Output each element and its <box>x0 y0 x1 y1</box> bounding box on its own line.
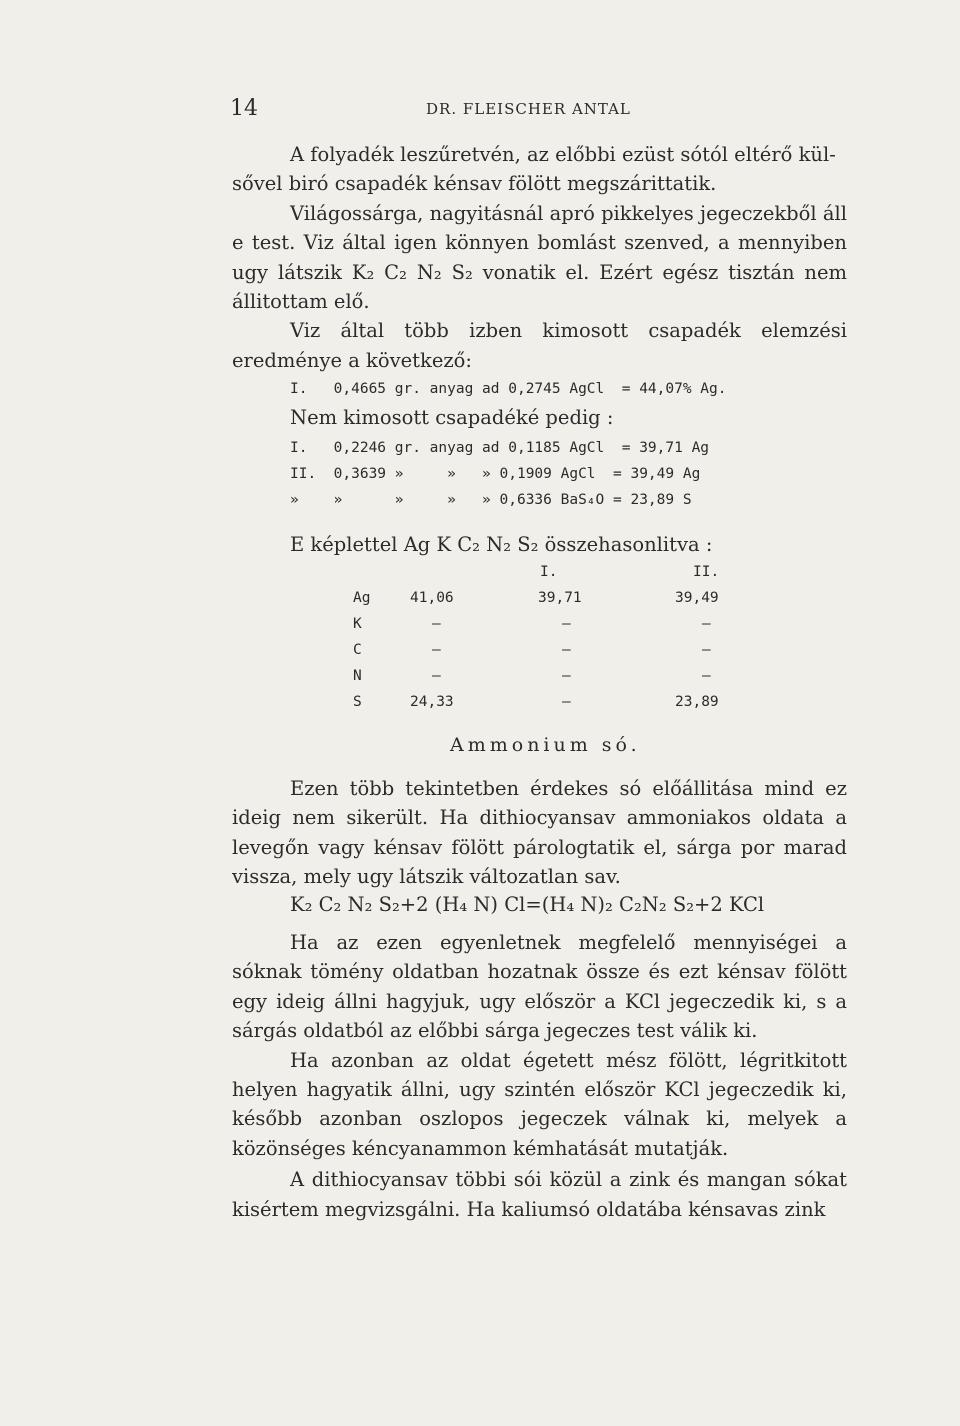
table-row-n-calc: — <box>432 668 441 684</box>
running-head: DR. FLEISCHER ANTAL <box>426 100 631 118</box>
paragraph-4: Ezen több tekintetben érdekes só előállitása mind ez ideig nem sikerült. Ha dithiocyansav ammoniakos oldata a levegőn vagy kénsav fölött párologtatik el, sárga por marad vissza, mely ugy látszik változatlan sav. <box>232 777 847 889</box>
table-row-k-calc: — <box>432 616 441 632</box>
table-row-n-ii: — <box>702 668 711 684</box>
paragraph-3: Viz által több izben kimosott csapadék elemzési eredménye a következő: <box>232 319 847 372</box>
paragraph-6: Ha azonban az oldat égetett mész fölött, légritkitott helyen hagyatik állni, ugy szintén először KCl jegeczedik ki, később azonban oszlopos jegeczek válnak ki, melyek a közönséges kéncyanammon kémhatását mutatják. <box>232 1048 847 1160</box>
ammonium-text <box>232 774 847 892</box>
table-row-ag-ii: 39,49 <box>675 590 719 606</box>
page-number: 14 <box>230 96 258 121</box>
analysis-line-2: II. 0,3639 » » » 0,1909 AgCl = 39,49 Ag <box>290 466 701 482</box>
table-row-c-label: C <box>353 642 362 658</box>
table-row-n-label: N <box>353 668 362 684</box>
table-row-s-calc: 24,33 <box>410 694 454 710</box>
table-header-ii: II. <box>693 564 720 580</box>
table-row-s-label: S <box>353 694 362 710</box>
paragraph-7: A dithiocyansav többi sói közül a zink és mangan sókat kisértem megvizsgálni. Ha kaliumsó oldatába kénsavas zink <box>232 1168 847 1221</box>
table-row-s-ii: 23,89 <box>675 694 719 710</box>
table-header-i: I. <box>540 564 558 580</box>
analysis-washed: I. 0,4665 gr. anyag ad 0,2745 AgCl = 44,07% Ag. <box>290 381 727 397</box>
analysis-line-3: » » » » » 0,6336 BaS₄O = 23,89 S <box>290 492 692 508</box>
table-row-s-i: — <box>562 694 571 710</box>
table-row-ag-calc: 41,06 <box>410 590 454 606</box>
section-heading: Ammonium só. <box>450 734 641 756</box>
table-row-c-i: — <box>562 642 571 658</box>
intro-text <box>232 140 847 375</box>
paragraph-5: Ha az ezen egyenletnek megfelelő mennyiségei a sóknak tömény oldatban hozatnak össze és ezt kénsav fölött egy ideig állni hagyjuk, ugy először a KCl jegeczedik ki, s a sárgás oldatból az előbbi sárga jegeczes test válik ki. <box>232 931 847 1043</box>
table-row-k-ii: — <box>702 616 711 632</box>
page-header <box>230 96 850 126</box>
closing-text <box>232 928 847 1224</box>
analysis-line-1: I. 0,2246 gr. anyag ad 0,1185 AgCl = 39,71 Ag <box>290 440 710 456</box>
table-row-k-i: — <box>562 616 571 632</box>
paragraph-2: Világossárga, nagyitásnál apró pikkelyes jegeczekből áll e test. Viz által igen könnyen bomlást szenved, a mennyiben ugy látszik K₂ C₂ N₂ S₂ vonatik el. Ezért egész tisztán nem állitottam elő. <box>232 201 847 314</box>
table-row-c-ii: — <box>702 642 711 658</box>
table-row-k-label: K <box>353 616 362 632</box>
reaction-equation: K₂ C₂ N₂ S₂+2 (H₄ N) Cl=(H₄ N)₂ C₂N₂ S₂+2 KCl <box>290 893 765 916</box>
table-row-c-calc: — <box>432 642 441 658</box>
table-row-ag-label: Ag <box>353 590 371 606</box>
paragraph-1: A folyadék leszűretvén, az előbbi ezüst sótól eltérő kül- sővel biró csapadék kénsav fölött megszárittatik. <box>232 143 836 196</box>
not-washed-label: Nem kimosott csapadéké pedig : <box>290 406 614 429</box>
comparison-line: E képlettel Ag K C₂ N₂ S₂ összehasonlitva : <box>290 533 713 556</box>
table-row-ag-i: 39,71 <box>538 590 582 606</box>
table-row-n-i: — <box>562 668 571 684</box>
